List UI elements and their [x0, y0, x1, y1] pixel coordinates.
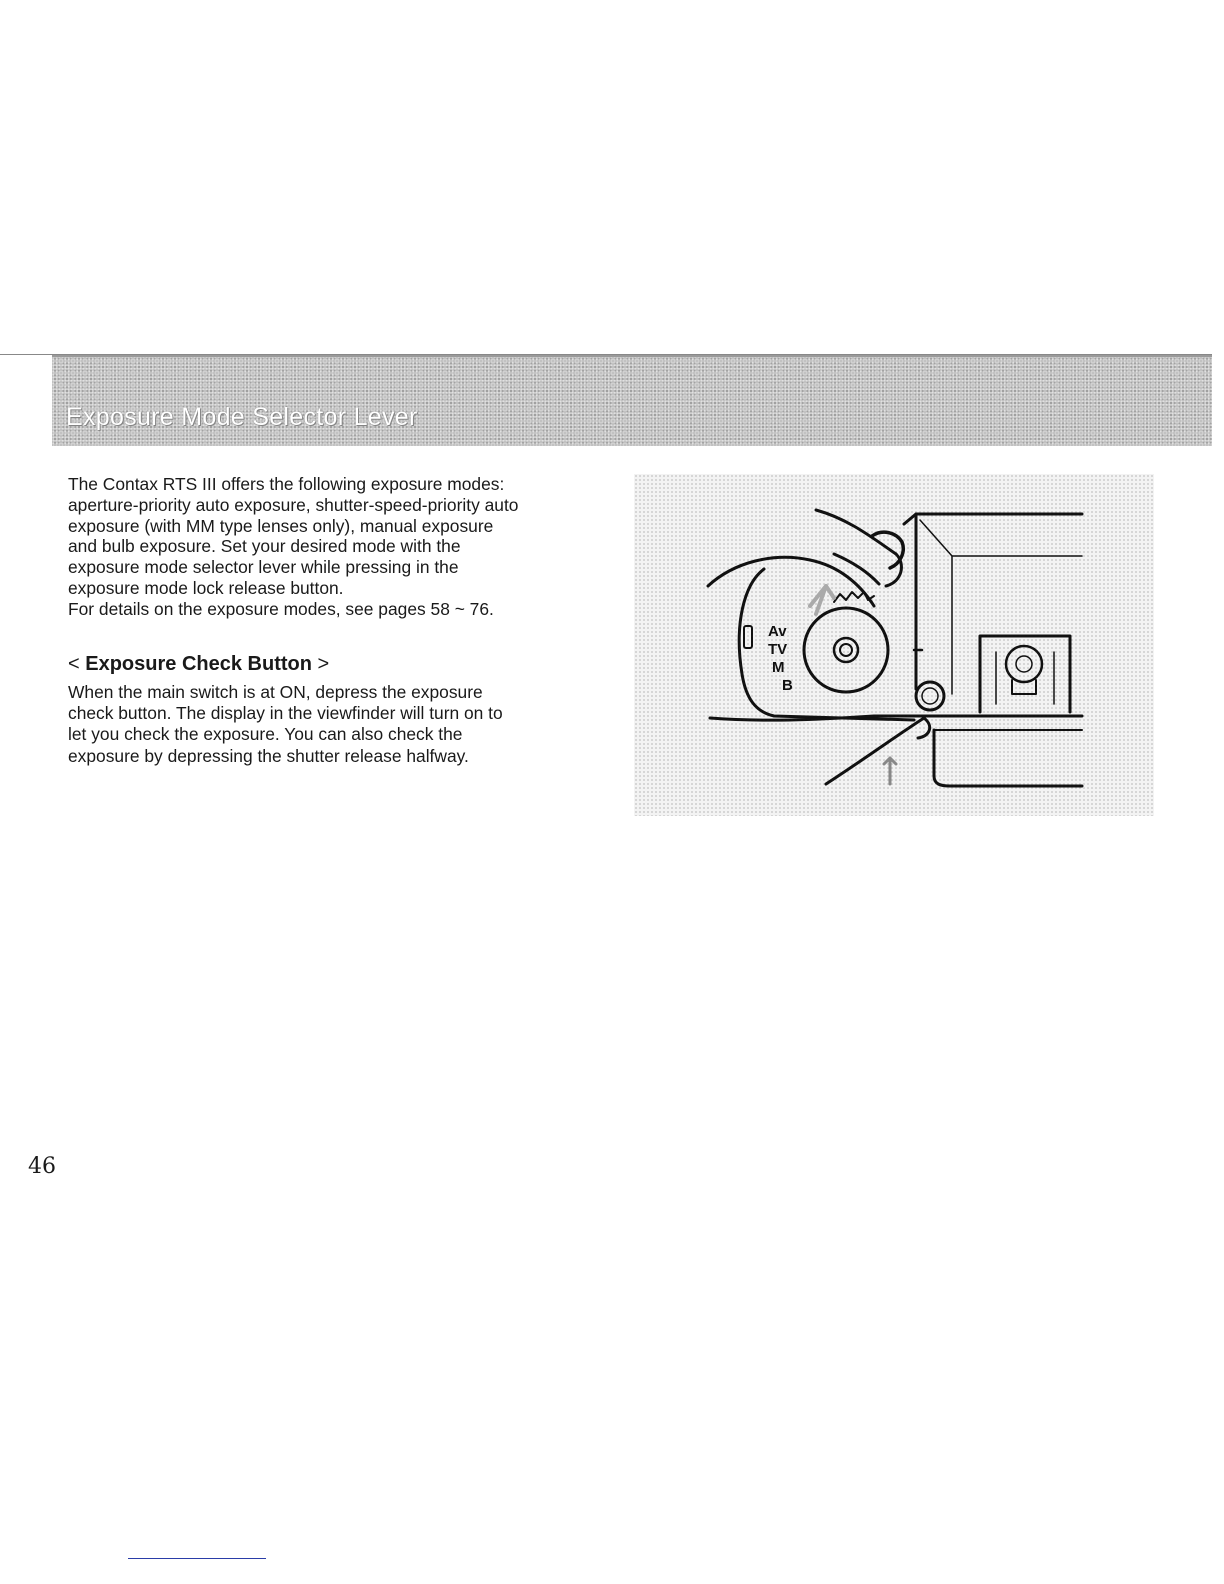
prism-housing-outline: [904, 514, 1082, 524]
subsection-paragraph: [68, 682, 608, 767]
body-line: exposure by depressing the shutter release halfway.: [68, 745, 469, 766]
lock-button: [872, 532, 903, 568]
intro-line: aperture-priority auto exposure, shutter-speed-priority auto: [68, 494, 519, 515]
hot-shoe-inner: [996, 652, 1054, 704]
subsection-heading: [68, 653, 329, 676]
page-number: 46: [28, 1154, 56, 1179]
hot-shoe: [980, 636, 1070, 712]
finger-bottom: [834, 554, 879, 584]
intro-line: exposure mode selector lever while pressing in the: [68, 557, 459, 578]
heading-open-bracket: <: [68, 653, 80, 675]
exposure-check-button: [916, 682, 944, 710]
intro-line: For details on the exposure modes, see pages 58 ~ 76.: [68, 598, 494, 619]
camera-illustration: [634, 474, 1154, 816]
mode-label-av: Av: [768, 623, 787, 640]
heading-title: Exposure Check Button: [85, 653, 312, 675]
mode-label-m: M: [772, 659, 785, 676]
exposure-check-button-inner: [922, 688, 938, 704]
intro-paragraph: [68, 474, 608, 620]
camera-drawing: [634, 474, 1154, 816]
mode-label-b: B: [782, 677, 793, 694]
mode-label-tv: TV: [768, 641, 788, 658]
mode-dial: [804, 608, 888, 692]
hot-shoe-contact: [1006, 646, 1042, 682]
body-line: check button. The display in the viewfinder will turn on to: [68, 703, 503, 724]
section-title-band: [52, 355, 1212, 446]
heading-close-bracket: >: [317, 653, 330, 675]
thumb-outline: [708, 557, 874, 606]
base-left: [934, 730, 1082, 786]
up-arrow: [884, 758, 896, 784]
dial-center-dot: [840, 644, 852, 656]
section-title: Exposure Mode Selector Lever: [66, 403, 418, 431]
intro-line: and bulb exposure. Set your desired mode with the: [68, 536, 461, 557]
footer-rule: [128, 1558, 266, 1559]
body-line: When the main switch is at ON, depress the exposure: [68, 682, 483, 702]
body-line: let you check the exposure. You can also check the: [68, 724, 463, 745]
strap-lug: [744, 626, 752, 648]
dial-center-ring: [834, 638, 858, 662]
intro-line: exposure mode lock release button.: [68, 577, 344, 598]
bottom-finger: [826, 718, 924, 784]
intro-line: The Contax RTS III offers the following exposure modes:: [68, 474, 505, 494]
intro-line: exposure (with MM type lenses only), manual exposure: [68, 515, 494, 536]
prism-slope: [920, 520, 1082, 556]
hot-shoe-contact-center: [1016, 656, 1032, 672]
